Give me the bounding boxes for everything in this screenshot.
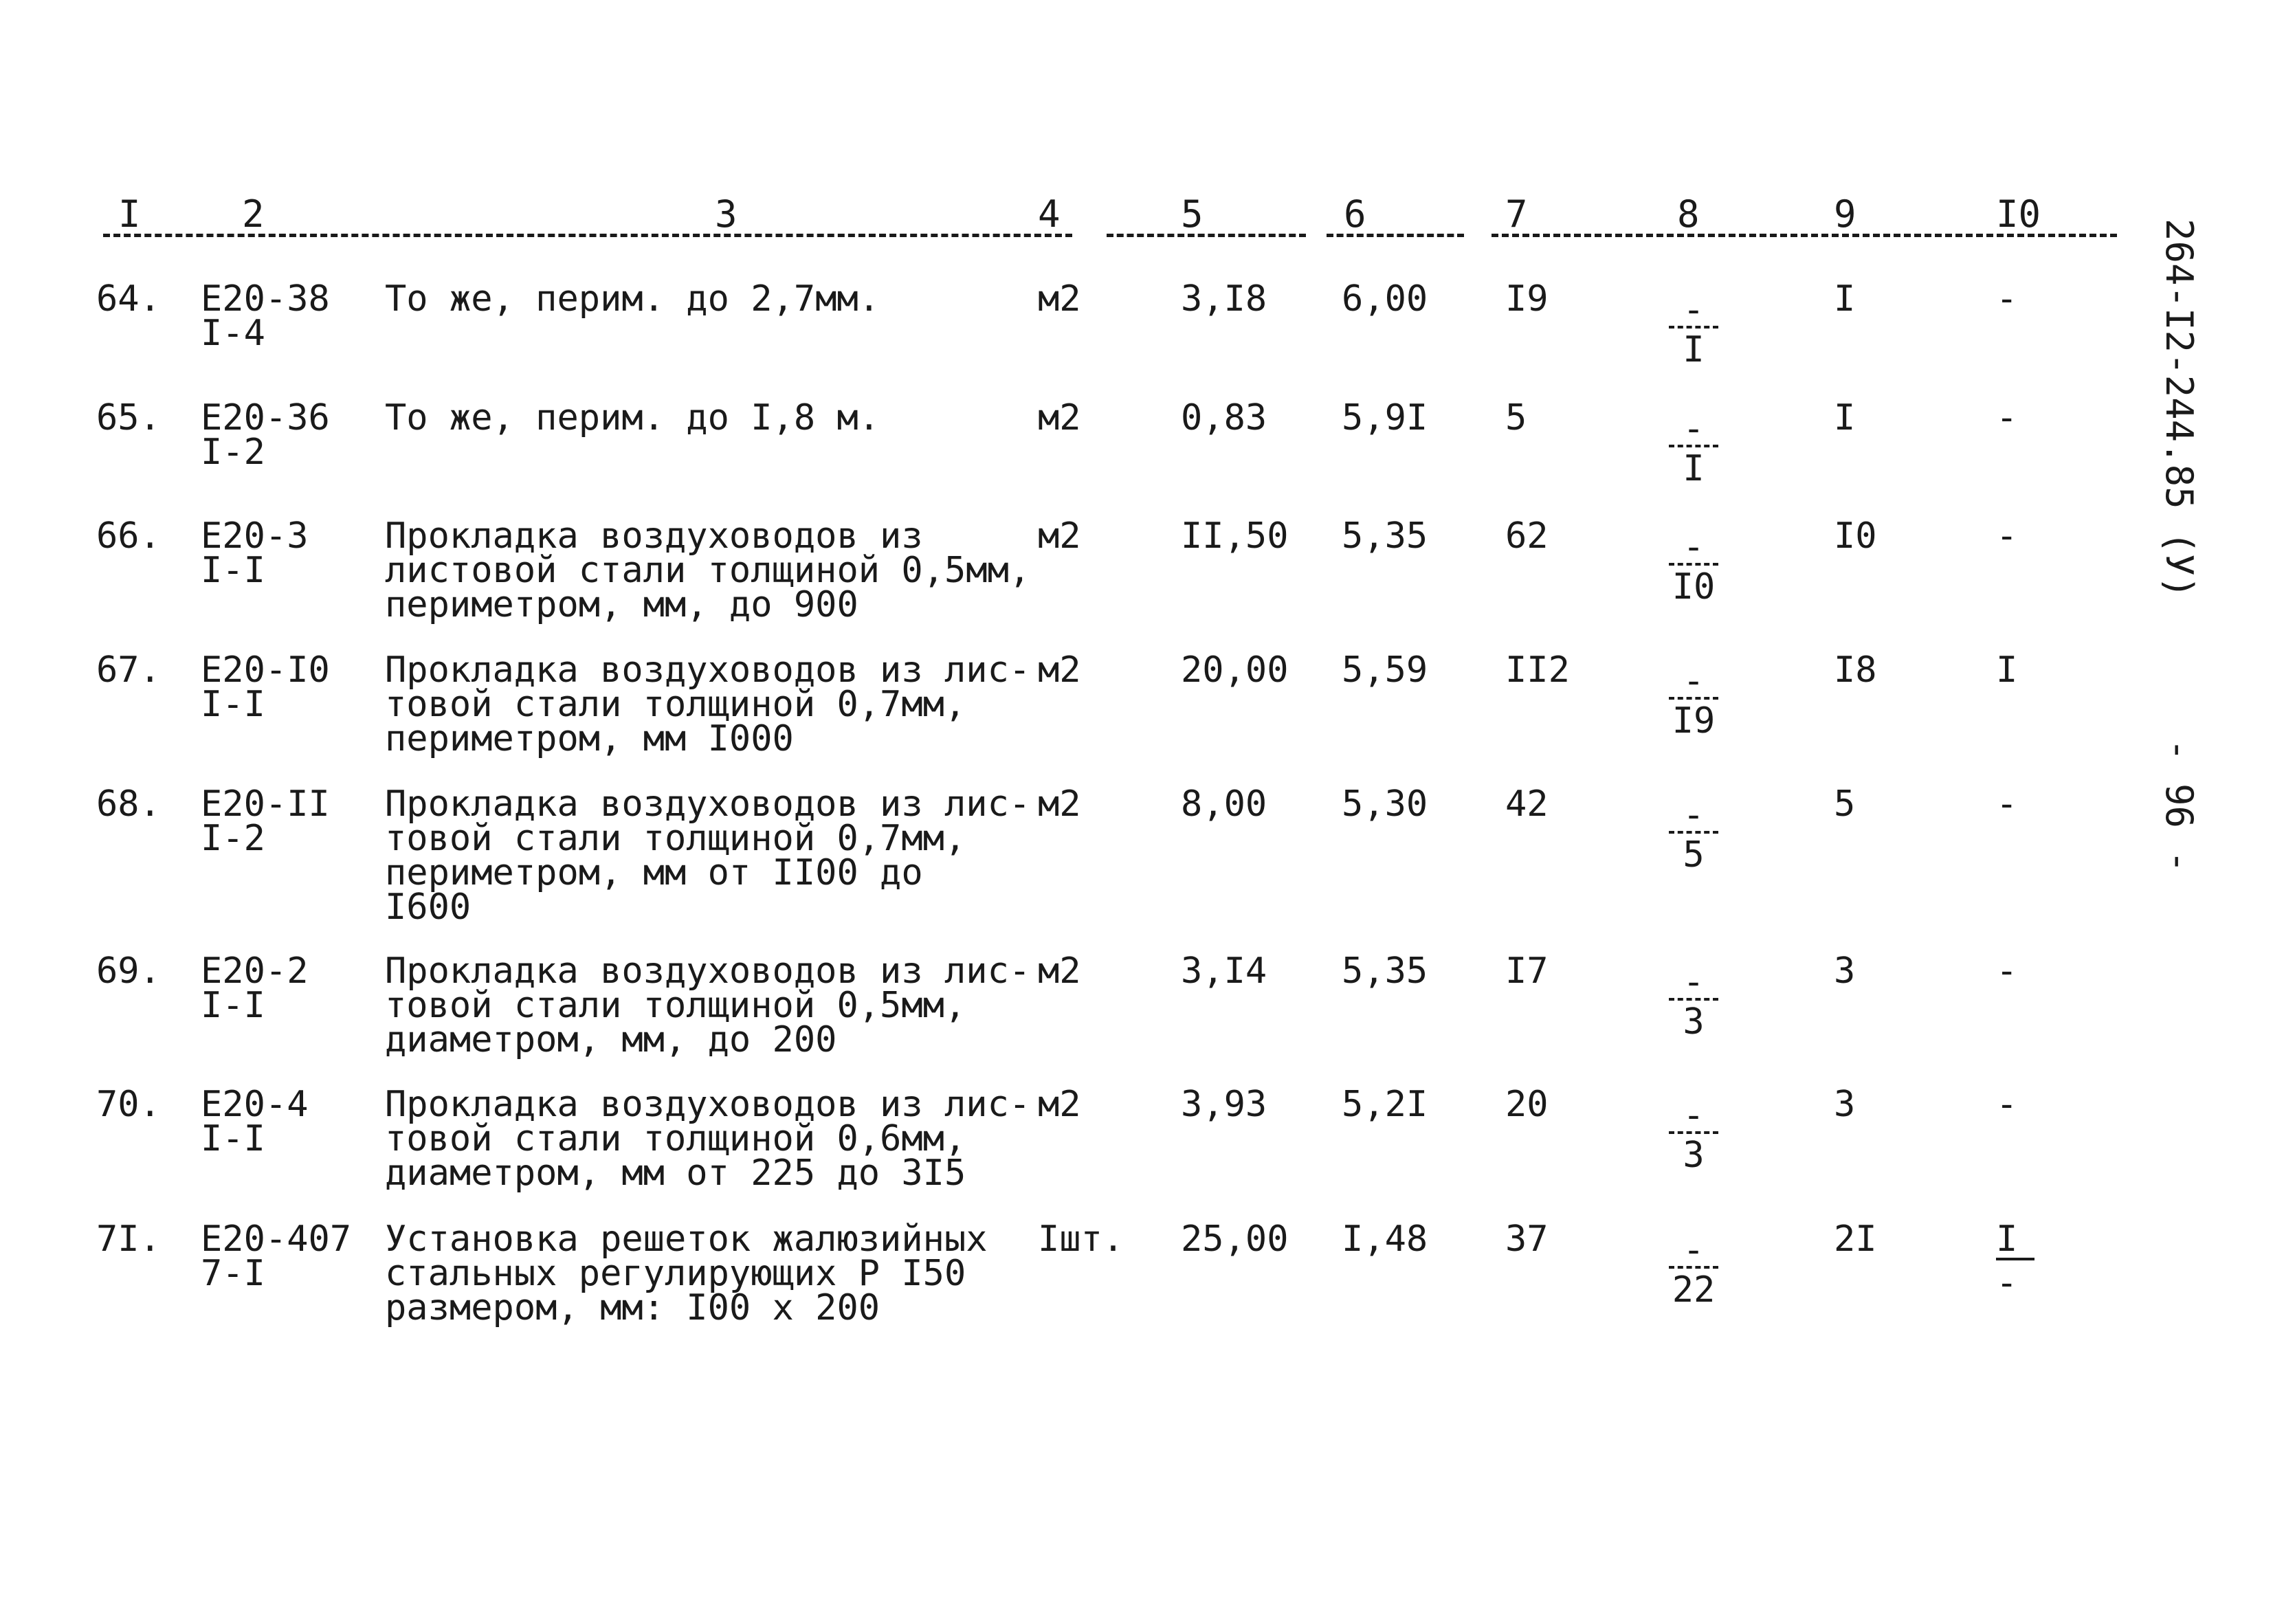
description-line: Прокладка воздуховодов из лис- <box>385 1084 1031 1125</box>
unit: м2 <box>1038 649 1081 691</box>
document-code: 264-I2-244.85 (У) <box>2158 219 2201 599</box>
quantity: 25,00 <box>1181 1219 1289 1260</box>
description-line: листовой стали толщиной 0,5мм, <box>385 550 1031 591</box>
col10-numerator: I <box>1996 1219 2018 1260</box>
col-header-8: 8 <box>1677 192 1700 236</box>
quantity: 8,00 <box>1181 783 1267 825</box>
quantity: 20,00 <box>1181 649 1289 691</box>
col10-value: I <box>1996 649 2018 691</box>
col8-numerator: - <box>1683 1095 1705 1136</box>
code-line-2: 7-I <box>201 1253 265 1294</box>
row-number: 67. <box>96 649 161 691</box>
col8-denominator: I0 <box>1672 566 1716 608</box>
col-header-5: 5 <box>1181 192 1204 236</box>
description-line: товой стали толщиной 0,6мм, <box>385 1118 966 1159</box>
unit: Ішт. <box>1038 1219 1124 1260</box>
code-line-2: I-I <box>201 684 265 725</box>
col8-numerator: - <box>1683 526 1705 568</box>
description-line: товой стали толщиной 0,7мм, <box>385 818 966 859</box>
total-value: 37 <box>1505 1219 1549 1260</box>
code-line-2: I-2 <box>201 432 265 473</box>
unit: м2 <box>1038 278 1081 320</box>
col9-value: 2I <box>1834 1219 1877 1260</box>
col-header-1: I <box>118 192 141 236</box>
description-line: стальных регулирующих Р I50 <box>385 1253 966 1294</box>
description-line: Прокладка воздуховодов из лис- <box>385 950 1031 992</box>
code-line-2: I-I <box>201 550 265 591</box>
col8-numerator: - <box>1683 1230 1705 1271</box>
row-number: 65. <box>96 397 161 438</box>
quantity: 0,83 <box>1181 397 1267 438</box>
col-header-6: 6 <box>1344 192 1366 236</box>
description-line: товой стали толщиной 0,7мм, <box>385 684 966 725</box>
description-line: I600 <box>385 887 472 928</box>
col8-denominator: I <box>1683 448 1705 489</box>
total-value: II2 <box>1505 649 1570 691</box>
col-header-3: 3 <box>715 192 738 236</box>
code-line-1: Е20-II <box>201 783 330 825</box>
col-header-10: I0 <box>1996 192 2041 236</box>
header-rule-4 <box>1492 234 2117 237</box>
norm-value: 5,9I <box>1342 397 1428 438</box>
description-line: размером, мм: I00 x 200 <box>385 1287 880 1328</box>
total-value: I9 <box>1505 278 1549 320</box>
col8-fraction <box>1669 660 1718 742</box>
code-line-2: I-I <box>201 985 265 1026</box>
col8-fraction <box>1669 1095 1718 1176</box>
description-line: Прокладка воздуховодов из <box>385 515 923 557</box>
norm-value: 5,30 <box>1342 783 1428 825</box>
norm-value: 6,00 <box>1342 278 1428 320</box>
code-line-1: Е20-2 <box>201 950 309 992</box>
description-line: периметром, мм I000 <box>385 718 794 759</box>
description-line: То же, перим. до 2,7мм. <box>385 278 880 320</box>
description-line: диаметром, мм от 225 до 3I5 <box>385 1153 966 1194</box>
col10-value: - <box>1996 515 2018 557</box>
header-rule-2 <box>1107 234 1306 237</box>
row-number: 66. <box>96 515 161 557</box>
description-line: Установка решеток жалюзийных <box>385 1219 988 1260</box>
code-line-2: I-2 <box>201 818 265 859</box>
col8-denominator: 3 <box>1683 1001 1705 1043</box>
total-value: 42 <box>1505 783 1549 825</box>
row-number: 7I. <box>96 1219 161 1260</box>
description-line: То же, перим. до I,8 м. <box>385 397 880 438</box>
row-number: 69. <box>96 950 161 992</box>
description-line: периметром, мм от II00 до <box>385 852 923 893</box>
row-number: 68. <box>96 783 161 825</box>
norm-value: 5,2I <box>1342 1084 1428 1125</box>
total-value: 5 <box>1505 397 1527 438</box>
col9-value: I <box>1834 278 1856 320</box>
col10-value: - <box>1996 950 2018 992</box>
col8-numerator: - <box>1683 794 1705 836</box>
col9-value: 3 <box>1834 950 1856 992</box>
col8-denominator: 5 <box>1683 834 1705 876</box>
col10-value: - <box>1996 397 2018 438</box>
description-line: Прокладка воздуховодов из лис- <box>385 649 1031 691</box>
col8-fraction <box>1669 1230 1718 1311</box>
norm-value: I,48 <box>1342 1219 1428 1260</box>
norm-value: 5,35 <box>1342 950 1428 992</box>
col8-fraction <box>1669 526 1718 608</box>
col-header-9: 9 <box>1834 192 1856 236</box>
code-line-1: Е20-3 <box>201 515 309 557</box>
code-line-2: I-4 <box>201 313 265 354</box>
quantity: 3,I4 <box>1181 950 1267 992</box>
col8-fraction <box>1669 289 1718 370</box>
code-line-1: Е20-I0 <box>201 649 330 691</box>
col8-numerator: - <box>1683 660 1705 702</box>
quantity: II,50 <box>1181 515 1289 557</box>
col-header-4: 4 <box>1038 192 1061 236</box>
col9-value: I0 <box>1834 515 1877 557</box>
col-header-2: 2 <box>242 192 265 236</box>
page-number: - 96 - <box>2158 739 2201 874</box>
total-value: I7 <box>1505 950 1549 992</box>
col10-value: - <box>1996 278 2018 320</box>
col8-denominator: 22 <box>1672 1269 1716 1311</box>
col8-denominator: 3 <box>1683 1135 1705 1176</box>
col9-value: 5 <box>1834 783 1856 825</box>
description-line: товой стали толщиной 0,5мм, <box>385 985 966 1026</box>
unit: м2 <box>1038 950 1081 992</box>
col9-value: I8 <box>1834 649 1877 691</box>
code-line-1: Е20-36 <box>201 397 330 438</box>
unit: м2 <box>1038 1084 1081 1125</box>
code-line-1: Е20-407 <box>201 1219 352 1260</box>
code-line-1: Е20-4 <box>201 1084 309 1125</box>
norm-value: 5,35 <box>1342 515 1428 557</box>
col10-denominator: - <box>1996 1263 2018 1304</box>
quantity: 3,I8 <box>1181 278 1267 320</box>
code-line-1: Е20-38 <box>201 278 330 320</box>
total-value: 62 <box>1505 515 1549 557</box>
col9-value: I <box>1834 397 1856 438</box>
col8-fraction <box>1669 408 1718 489</box>
norm-value: 5,59 <box>1342 649 1428 691</box>
unit: м2 <box>1038 397 1081 438</box>
unit: м2 <box>1038 515 1081 557</box>
col8-numerator: - <box>1683 289 1705 331</box>
col8-numerator: - <box>1683 408 1705 449</box>
row-number: 70. <box>96 1084 161 1125</box>
total-value: 20 <box>1505 1084 1549 1125</box>
col8-denominator: I9 <box>1672 700 1716 742</box>
description-line: периметром, мм, до 900 <box>385 584 858 625</box>
unit: м2 <box>1038 783 1081 825</box>
col-header-7: 7 <box>1505 192 1528 236</box>
row-number: 64. <box>96 278 161 320</box>
code-line-2: I-I <box>201 1118 265 1159</box>
header-rule-3 <box>1327 234 1464 237</box>
col8-fraction <box>1669 961 1718 1043</box>
description-line: Прокладка воздуховодов из лис- <box>385 783 1031 825</box>
col8-numerator: - <box>1683 961 1705 1003</box>
col10-fraction <box>1996 1219 2037 1304</box>
col8-denominator: I <box>1683 329 1705 370</box>
description-line: диаметром, мм, до 200 <box>385 1019 837 1060</box>
header-rule-1 <box>103 234 1072 237</box>
quantity: 3,93 <box>1181 1084 1267 1125</box>
col10-value: - <box>1996 1084 2018 1125</box>
col8-fraction <box>1669 794 1718 876</box>
col9-value: 3 <box>1834 1084 1856 1125</box>
col10-value: - <box>1996 783 2018 825</box>
